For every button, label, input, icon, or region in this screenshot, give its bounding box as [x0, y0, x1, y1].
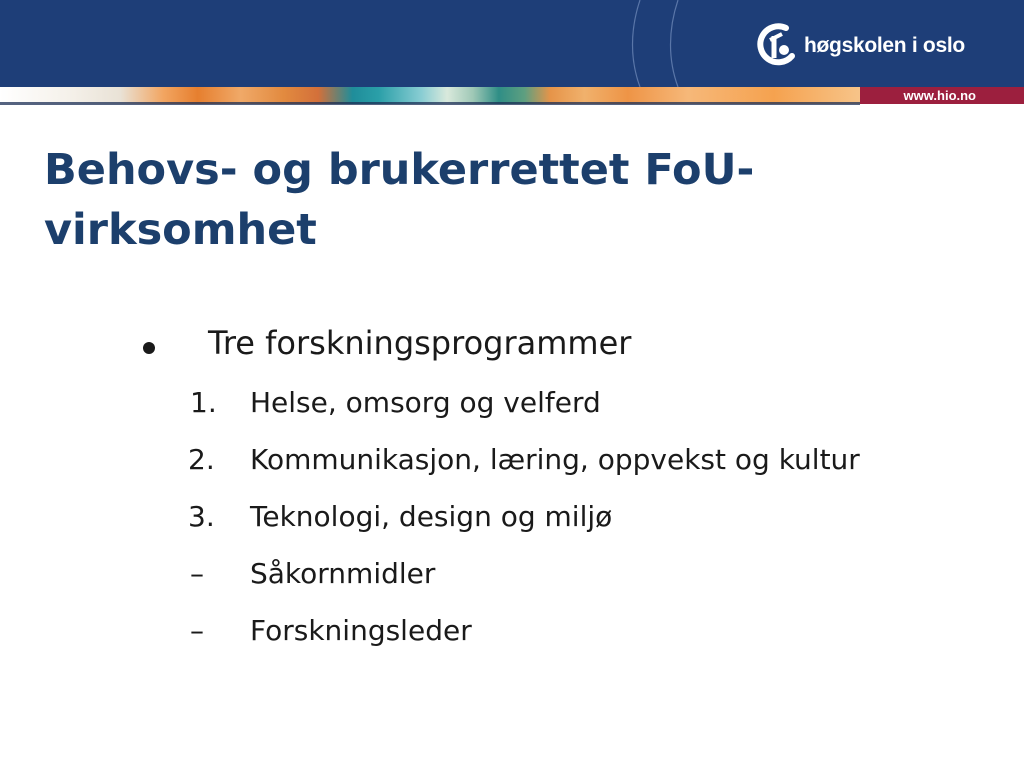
- logo-text: høgskolen i oslo: [804, 34, 965, 57]
- title-line-1: Behovs- og brukerrettet FoU-: [44, 145, 755, 195]
- list-marker: 1.: [190, 386, 217, 419]
- list-item: Kommunikasjon, læring, oppvekst og kultur: [250, 443, 860, 476]
- list-item: Teknologi, design og miljø: [250, 500, 613, 533]
- list-item: Helse, omsorg og velferd: [250, 386, 601, 419]
- list-marker: 2.: [188, 443, 215, 476]
- dash-icon: –: [190, 614, 204, 647]
- website-url[interactable]: www.hio.no: [903, 88, 976, 103]
- list-item: Såkornmidler: [250, 557, 436, 590]
- list-item: Forskningsleder: [250, 614, 472, 647]
- bullet-item: Tre forskningsprogrammer: [208, 324, 632, 362]
- dash-icon: –: [190, 557, 204, 590]
- bullet-icon: [143, 342, 155, 354]
- list-marker: 3.: [188, 500, 215, 533]
- title-line-2: virksomhet: [44, 205, 317, 255]
